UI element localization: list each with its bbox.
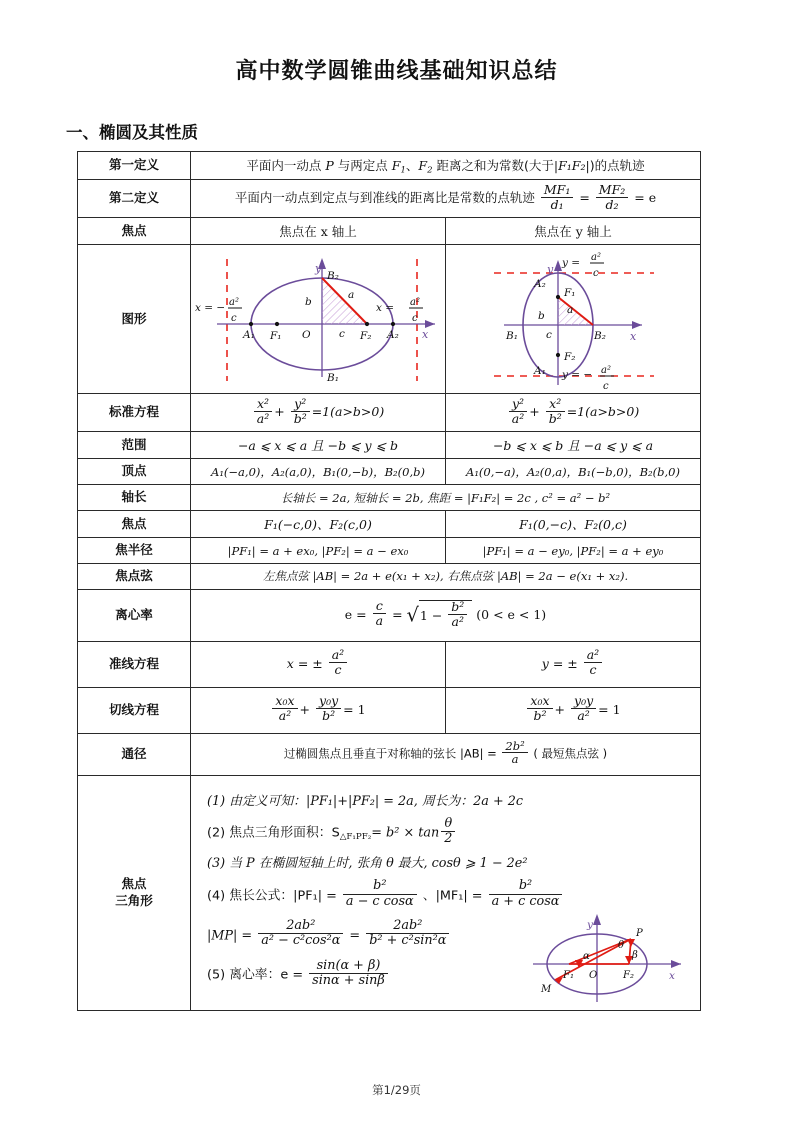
std-eq-left-n2: y² [291, 397, 310, 412]
std-eq-right-frac2 [546, 397, 565, 426]
def2-frac2-den: d₂ [605, 196, 619, 212]
right-directrix-num: a² [410, 297, 420, 309]
std-eq-left: $\frac{\text{x²}}{\text{a²}}$ + $\frac{\text{y²}}{\text{b²}}$ =1(a>b>0) [191, 394, 446, 432]
label-a: a [348, 289, 355, 302]
item5-den1: a² − c²cos²α [261, 933, 341, 949]
label-B2: B₂ [327, 270, 339, 283]
directrix-right-den: c [589, 662, 597, 678]
foci-left: F₁(−c,0)、F₂(c,0) [191, 511, 446, 538]
y-axis-arrow [554, 260, 562, 271]
focal-triangle-item-1: (1) 由定义可知：|PF₁|+|PF₂| = 2a, 周长为：2a + 2c [207, 793, 524, 809]
x-axis-arrow [671, 960, 681, 968]
table-row [78, 394, 701, 432]
figure-ellipse-y-cell [446, 245, 701, 394]
tangent-left-d2: b² [322, 708, 336, 724]
std-eq-right-frac1 [509, 397, 527, 426]
range-left: −a ⩽ x ⩽ a 且 −b ⩽ y ⩽ b [191, 432, 446, 459]
latus-tail: ( 最短焦点弦 ) [533, 746, 608, 761]
tangent-right-d1: b² [533, 708, 547, 724]
left-directrix-lead: x = − [195, 302, 226, 315]
label-theta: θ [618, 939, 625, 951]
focal-triangle-item-2 [207, 815, 690, 848]
item2-mid: = b² × tan [371, 825, 440, 841]
label-F1: F₁ [564, 287, 576, 300]
ecc-sqrt: √1 − $\frac{\text{b²}}{\text{a²}}$ [407, 600, 473, 631]
table-row [78, 511, 701, 538]
row-label-latus: 通径 [78, 733, 191, 775]
vertex-A1-point [249, 322, 253, 326]
item4-num2: b² [489, 879, 563, 894]
table-row [78, 245, 701, 394]
def1-abs: |F₁F₂| [553, 158, 590, 173]
table-row [78, 775, 701, 1010]
item5-num1: 2ab² [258, 919, 343, 934]
def1-end: )的点轨迹 [589, 158, 645, 173]
directrix-right [446, 641, 701, 687]
ecc-frac1 [373, 599, 386, 628]
focal-chord-value: 左焦点弦 |AB| = 2a + e(x₁ + x₂), 右焦点弦 |AB| = 2a − e(x₁ + x₂). [191, 564, 701, 590]
label-F2: F₂ [564, 351, 576, 364]
directrix-left [191, 641, 446, 687]
item6-num: sin(α + β) [309, 959, 388, 974]
label-c: c [339, 328, 345, 341]
item2-frac [441, 817, 455, 847]
ellipse-y-figure [446, 245, 704, 393]
directrix-left-frac [329, 648, 347, 677]
focal-radius-left: |PF₁| = a + ex₀, |PF₂| = a − ex₀ [191, 538, 446, 564]
item5-num2: 2ab² [366, 919, 449, 934]
bottom-directrix-lead: y = − [562, 369, 593, 382]
right-directrix-den: c [412, 313, 418, 325]
left-directrix-den: c [231, 313, 237, 325]
table-row [78, 459, 701, 485]
std-eq-left-frac2 [291, 397, 310, 426]
label-alpha: α [583, 950, 590, 962]
focus-F2-point [365, 322, 369, 326]
directrix-right-lead: y = ± [541, 655, 578, 671]
item6-lead: (5) 离心率：e = [207, 967, 304, 983]
def2-frac2-num: MF₂ [596, 183, 628, 198]
table-row [78, 538, 701, 564]
top-directrix-num: a² [591, 252, 601, 264]
vertices-right: A₁(0,−a)，A₂(0,a)，B₁(−b,0)，B₂(b,0) [446, 459, 701, 485]
ecc-rad-lead: 1 − [419, 607, 443, 623]
item2-num: θ [441, 817, 455, 832]
def2-text: 平面内一动点到定点与到准线的距离比是常数的点轨迹 [234, 190, 535, 206]
focus-F1-point [556, 295, 560, 299]
focus-head-left: 焦点在 x 轴上 [191, 218, 446, 245]
def1-F1: F [391, 158, 401, 173]
tangent-left-frac1 [272, 694, 297, 723]
figure-ellipse-x-cell [191, 245, 446, 394]
ecc-rad-num: b² [448, 600, 467, 615]
ecc-f1-den: a [375, 613, 384, 629]
std-eq-right-d2: b² [548, 410, 562, 426]
item4-frac1 [343, 879, 417, 909]
focus-F1-point [275, 322, 279, 326]
focus-head-right: 焦点在 y 轴上 [446, 218, 701, 245]
ecc-lead: e = [344, 606, 367, 622]
focus-F2-point [556, 353, 560, 357]
latus-frac [502, 740, 527, 767]
bottom-directrix-num: a² [601, 365, 611, 377]
focal-triangle-label-line2: 三角形 [115, 892, 153, 908]
def1-F2-sub: 2 [427, 165, 433, 176]
table-row [78, 733, 701, 775]
item5-frac2 [366, 919, 449, 949]
tangent-right: $\frac{\text{x₀x}}{\text{b²}}$ + $\frac{\text{y₀y}}{\text{a²}}$ = 1 [446, 687, 701, 733]
ellipse-properties-table [77, 151, 701, 1011]
row-label-std-eq: 标准方程 [78, 394, 191, 432]
def1-mid: 与两定点 [337, 158, 388, 173]
label-origin: O [589, 969, 598, 981]
def1-F1-sub: 1 [400, 165, 406, 176]
foci-right: F₁(0,−c)、F₂(0,c) [446, 511, 701, 538]
bottom-directrix-den: c [603, 381, 609, 393]
table-row [78, 485, 701, 511]
y-axis-arrow [593, 914, 601, 925]
row-label-def1: 第一定义 [78, 152, 191, 180]
tangent-right-frac1 [527, 694, 552, 723]
page-footer: 第1/29页 [372, 1083, 421, 1097]
std-eq-left-d2: b² [293, 410, 307, 426]
directrix-left-den: c [334, 662, 342, 678]
item5-eq: = [349, 927, 361, 943]
ellipse-x-figure [191, 245, 453, 393]
tangent-left-n2: y₀y [316, 694, 341, 709]
item2-sub: △F₁PF₂ [339, 832, 372, 843]
std-eq-left-tail: =1(a>b>0) [311, 404, 385, 420]
focal-radius-right: |PF₁| = a − ey₀, |PF₂| = a + ey₀ [446, 538, 701, 564]
table-row [78, 687, 701, 733]
row-label-foci: 焦点 [78, 511, 191, 538]
left-directrix-num: a² [229, 297, 239, 309]
row-label-def2: 第二定义 [78, 180, 191, 218]
directrix-left-num: a² [329, 648, 347, 663]
eccentricity-value [191, 589, 701, 641]
directrix-left-lead: x = ± [286, 655, 323, 671]
label-y-axis: y [315, 262, 322, 276]
label-y-axis: y [547, 263, 554, 277]
table-row [78, 180, 701, 218]
tangent-left-frac2 [316, 694, 341, 723]
ecc-tail: (0 < e < 1) [476, 606, 547, 622]
label-x-axis: x [669, 969, 675, 982]
label-F2: F₂ [360, 330, 372, 343]
focal-triangle-value [191, 775, 701, 1010]
range-right: −b ⩽ x ⩽ b 且 −a ⩽ y ⩽ a [446, 432, 701, 459]
focal-triangle-item-3: (3) 当 P 在椭圆短轴上时, 张角 θ 最大, cosθ ⩾ 1 − 2e² [207, 856, 528, 872]
std-eq-left-d1: a² [256, 410, 270, 426]
vertices-left: A₁(−a,0)，A₂(a,0)，B₁(0,−b)，B₂(0,b) [191, 459, 446, 485]
table-row [78, 152, 701, 180]
tangent-right-n2: y₀y [571, 694, 596, 709]
tangent-left-n1: x₀x [272, 694, 297, 709]
std-eq-right-tail: =1(a>b>0) [566, 404, 640, 420]
row-label-directrix: 准线方程 [78, 641, 191, 687]
item4-num1: b² [343, 879, 417, 894]
item6-den: sinα + sinβ [312, 972, 385, 988]
row-label-range: 范围 [78, 432, 191, 459]
row-label-focus-head: 焦点 [78, 218, 191, 245]
row-value-def1 [191, 152, 701, 180]
tangent-right-tail: = 1 [598, 701, 621, 717]
label-F1: F₁ [563, 969, 574, 981]
item2-lead: (2) 焦点三角形面积：S [207, 825, 340, 841]
def1-F2: F [418, 158, 428, 173]
item4-mid: 、|MF₁| = [422, 888, 483, 904]
x-axis-arrow [425, 320, 435, 328]
row-value-def2 [191, 180, 701, 218]
label-B2: B₂ [594, 330, 606, 343]
def2-frac2 [596, 183, 628, 212]
item2-den: 2 [444, 831, 453, 847]
table-row [78, 589, 701, 641]
tangent-right-d2: a² [577, 708, 590, 724]
x-axis-arrow [632, 321, 642, 329]
row-label-eccentricity: 离心率 [78, 589, 191, 641]
item5-lead: |MP| = [207, 927, 253, 943]
section-heading: 一、椭圆及其性质 [66, 123, 198, 142]
row-label-tangent: 切线方程 [78, 687, 191, 733]
label-B1: B₁ [506, 330, 518, 343]
ecc-rad-frac [448, 600, 467, 629]
label-A2: A₂ [387, 329, 399, 342]
top-directrix-lead: y = [562, 257, 581, 270]
def1-P: P [325, 158, 334, 173]
directrix-right-num: a² [584, 648, 602, 663]
label-c: c [546, 329, 552, 342]
latus-num: 2b² [502, 740, 527, 754]
ecc-f1-num: c [373, 599, 386, 614]
def1-pre: 平面内一动点 [246, 158, 322, 173]
label-b: b [538, 310, 545, 323]
def1-dun: 、 [405, 158, 419, 173]
latus-value [191, 733, 701, 775]
label-x-axis: x [630, 330, 637, 344]
def2-frac1-num: MF₁ [541, 183, 573, 198]
item5-den2: b² + c²sin²α [369, 933, 447, 949]
item5-frac1 [258, 919, 343, 949]
table-row [78, 432, 701, 459]
label-y-axis: y [587, 918, 593, 931]
latus-den: a [511, 752, 519, 767]
std-eq-right: $\frac{\text{y²}}{\text{a²}}$ + $\frac{\text{x²}}{\text{b²}}$ =1(a>b>0) [446, 394, 701, 432]
axis-len-value: 长轴长 = 2a, 短轴长 = 2b, 焦距 = |F₁F₂| = 2c , c² = a² − b² [191, 485, 701, 511]
row-label-figure: 图形 [78, 245, 191, 394]
vertex-A2-point [391, 322, 395, 326]
label-A1: A₁ [243, 329, 255, 342]
item4-frac2 [489, 879, 563, 909]
label-B1: B₁ [327, 372, 339, 385]
ecc-rad-den: a² [451, 614, 465, 630]
row-label-vertices: 顶点 [78, 459, 191, 485]
tangent-left-d1: a² [278, 708, 292, 724]
row-label-focal-triangle [78, 775, 191, 1010]
item4-lead: (4) 焦长公式：|PF₁| = [207, 888, 337, 904]
tangent-left: $\frac{\text{x₀x}}{\text{a²}}$ + $\frac{\text{y₀y}}{\text{b²}}$ = 1 [191, 687, 446, 733]
def2-frac1 [541, 183, 573, 212]
ecc-eq: = [392, 606, 403, 622]
top-directrix-den: c [593, 268, 599, 280]
row-label-focal-radius: 焦半径 [78, 538, 191, 564]
std-eq-right-d1: a² [511, 410, 525, 426]
std-eq-right-n1: y² [509, 397, 527, 412]
tangent-right-n1: x₀x [527, 694, 552, 709]
label-a: a [567, 304, 574, 317]
table-row [78, 641, 701, 687]
table-row [78, 564, 701, 590]
directrix-right-frac [584, 648, 602, 677]
tangent-left-tail: = 1 [343, 701, 366, 717]
item6-frac [309, 959, 388, 989]
def2-eq1: = [579, 190, 590, 206]
label-x-axis: x [422, 328, 429, 342]
std-eq-left-n1: x² [254, 397, 272, 412]
focal-triangle-figure-wrap [519, 906, 694, 1006]
label-A2: A₂ [534, 278, 546, 291]
label-P: P [636, 927, 643, 939]
focal-triangle-figure [519, 906, 694, 1006]
def1-post: 距离之和为常数(大于 [436, 158, 554, 173]
std-eq-right-n2: x² [546, 397, 565, 412]
label-A1: A₁ [534, 365, 546, 378]
right-directrix-lead: x = [376, 302, 395, 315]
row-label-focal-chord: 焦点弦 [78, 564, 191, 590]
label-F1: F₁ [270, 330, 282, 343]
table-row [78, 218, 701, 245]
page-title: 高中数学圆锥曲线基础知识总结 [235, 59, 558, 84]
focal-triangle-label-line1: 焦点 [121, 875, 147, 891]
def2-frac1-den: d₁ [550, 196, 564, 212]
label-M: M [541, 983, 552, 995]
tangent-right-frac2 [571, 694, 596, 723]
label-F2: F₂ [623, 969, 634, 981]
label-origin: O [302, 329, 311, 342]
row-label-axis-len: 轴长 [78, 485, 191, 511]
label-b: b [305, 296, 312, 309]
label-beta: β [632, 949, 638, 961]
def2-eq2: = e [634, 190, 657, 206]
std-eq-left-frac1 [254, 397, 272, 426]
item4-den2: a + c cosα [491, 893, 560, 909]
item4-den1: a − c cosα [345, 893, 414, 909]
latus-lead: 过椭圆焦点且垂直于对称轴的弦长 |AB| = [283, 746, 497, 761]
